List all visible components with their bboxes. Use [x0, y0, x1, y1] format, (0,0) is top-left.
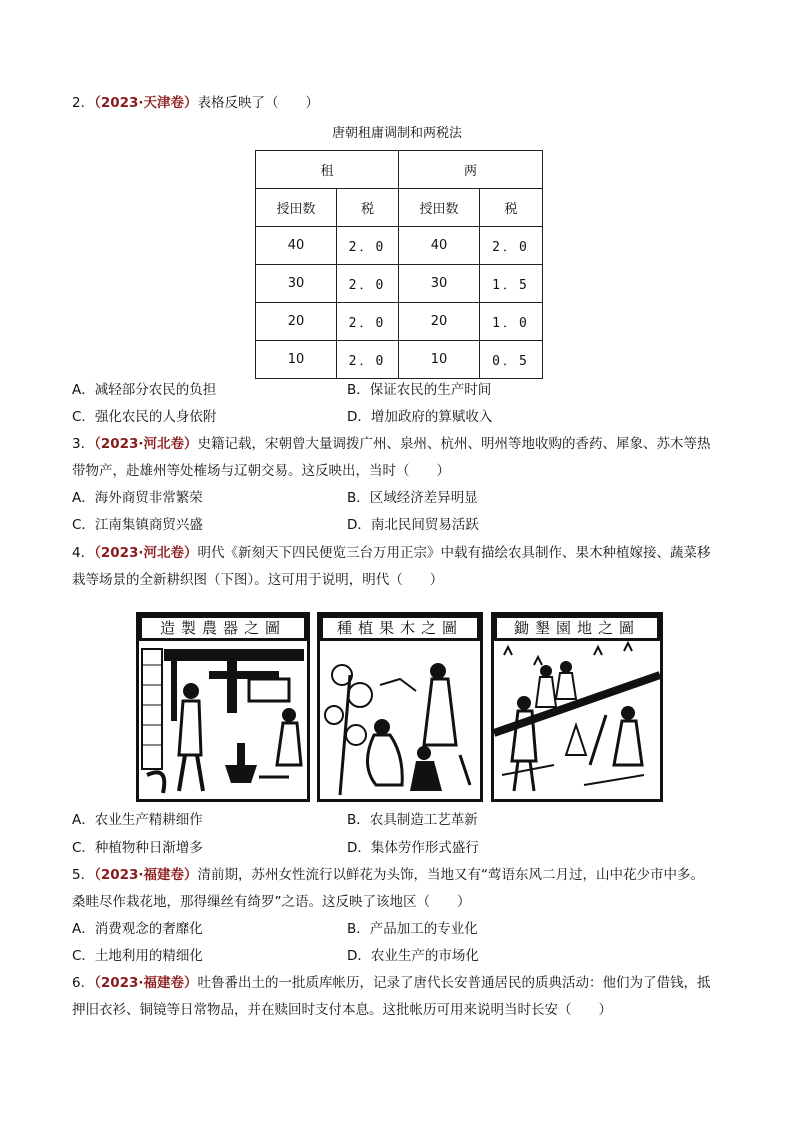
- q5-option-c[interactable]: C．土地利用的精细化: [72, 948, 203, 964]
- q4-option-b[interactable]: B．农具制造工艺革新: [347, 812, 478, 828]
- table-cell: 30: [399, 265, 480, 303]
- table-cell: 40: [256, 227, 337, 265]
- table-row: [256, 227, 543, 265]
- table-cell: 2．0: [480, 227, 543, 265]
- q4-option-d[interactable]: D．集体劳作形式盛行: [347, 840, 479, 856]
- table-subheader: 税: [337, 189, 399, 227]
- woodcut-title: 鋤墾園地之圖: [513, 619, 641, 637]
- q6-stem-line2: 押旧衣衫、铜镜等日常物品，并在赎回时支付本息。这批帐历可用来说明当时长安（ ）: [72, 1002, 612, 1018]
- table-cell: 0．5: [480, 341, 543, 379]
- q3-option-a[interactable]: A．海外商贸非常繁荣: [72, 490, 203, 506]
- woodcut-title: 造製農器之圖: [159, 619, 287, 637]
- table-cell: 2．0: [337, 303, 399, 341]
- q6-stem: 6．（2023·福建卷）吐鲁番出土的一批质库帐历，记录了唐代长安普通居民的质典活动：他们为了借钱，抵: [72, 975, 711, 991]
- table-subheader: 授田数: [399, 189, 480, 227]
- table-subheader: 税: [480, 189, 543, 227]
- table-cell: 2．0: [337, 265, 399, 303]
- table-cell: 10: [399, 341, 480, 379]
- q4-option-c[interactable]: C．种植物种日渐增多: [72, 840, 203, 856]
- q5-source: （2023·福建卷）: [94, 867, 198, 883]
- table-cell: 2．0: [337, 227, 399, 265]
- q5-option-a[interactable]: A．消费观念的奢靡化: [72, 921, 203, 937]
- table-header: 租: [256, 151, 399, 189]
- q2-option-d[interactable]: D．增加政府的算赋收入: [347, 409, 493, 425]
- woodcut-title: 種植果木之圖: [336, 619, 464, 637]
- table-cell: 20: [256, 303, 337, 341]
- q2-option-a[interactable]: A．减轻部分农民的负担: [72, 382, 217, 398]
- woodcut-field-hoeing: [491, 612, 663, 802]
- q3-option-c[interactable]: C．江南集镇商贸兴盛: [72, 517, 203, 533]
- q3-option-d[interactable]: D．南北民间贸易活跃: [347, 517, 479, 533]
- q5-option-d[interactable]: D．农业生产的市场化: [347, 948, 479, 964]
- table-header: 两: [399, 151, 543, 189]
- q4-stem-line2: 栽等场景的全新耕织图（下图）。这可用于说明，明代（ ）: [72, 572, 444, 588]
- q2-table-title: 唐朝租庸调制和两税法: [331, 126, 462, 141]
- table-cell: 30: [256, 265, 337, 303]
- table-row: [256, 303, 543, 341]
- q4-stem: 4．（2023·河北卷）明代《新刻天下四民便览三台万用正宗》中载有描绘农具制作、果木种植嫁接、蔬菜移: [72, 545, 711, 561]
- table-cell: 1．0: [480, 303, 543, 341]
- q3-stem: 3．（2023·河北卷）史籍记载，宋朝曾大量调拨广州、泉州、杭州、明州等地收购的香药、犀象、苏木等热: [72, 436, 711, 452]
- q2-tax-table: [255, 150, 543, 379]
- q5-stem-line2: 桑畦尽作栽花地，那得缫丝有绮罗”之语。这反映了该地区（ ）: [72, 894, 471, 910]
- table-cell: 2．0: [337, 341, 399, 379]
- q2-option-c[interactable]: C．强化农民的人身依附: [72, 409, 217, 425]
- table-cell: 40: [399, 227, 480, 265]
- table-subheader: 授田数: [256, 189, 337, 227]
- q4-option-a[interactable]: A．农业生产精耕细作: [72, 812, 203, 828]
- q3-source: （2023·河北卷）: [94, 436, 198, 452]
- table-cell: 1．5: [480, 265, 543, 303]
- woodcut-tool-making: [136, 612, 310, 802]
- q5-stem: 5．（2023·福建卷）清前期，苏州女性流行以鲜花为头饰，当地又有“莺语东风二月过，山中花少市中多。: [72, 867, 705, 883]
- q2-source: （2023·天津卷）: [94, 95, 198, 111]
- table-row: [256, 265, 543, 303]
- woodcut-fruit-planting: [317, 612, 483, 802]
- table-cell: 10: [256, 341, 337, 379]
- q6-source: （2023·福建卷）: [94, 975, 198, 991]
- q3-stem-line2: 带物产，赴雄州等处榷场与辽朝交易。这反映出，当时（ ）: [72, 463, 450, 479]
- q2-stem: 2．（2023·天津卷）表格反映了（ ）: [72, 95, 320, 111]
- q4-source: （2023·河北卷）: [94, 545, 198, 561]
- q5-option-b[interactable]: B．产品加工的专业化: [347, 921, 478, 937]
- table-cell: 20: [399, 303, 480, 341]
- table-row: [256, 341, 543, 379]
- q3-option-b[interactable]: B．区域经济差异明显: [347, 490, 478, 506]
- q2-option-b[interactable]: B．保证农民的生产时间: [347, 382, 492, 398]
